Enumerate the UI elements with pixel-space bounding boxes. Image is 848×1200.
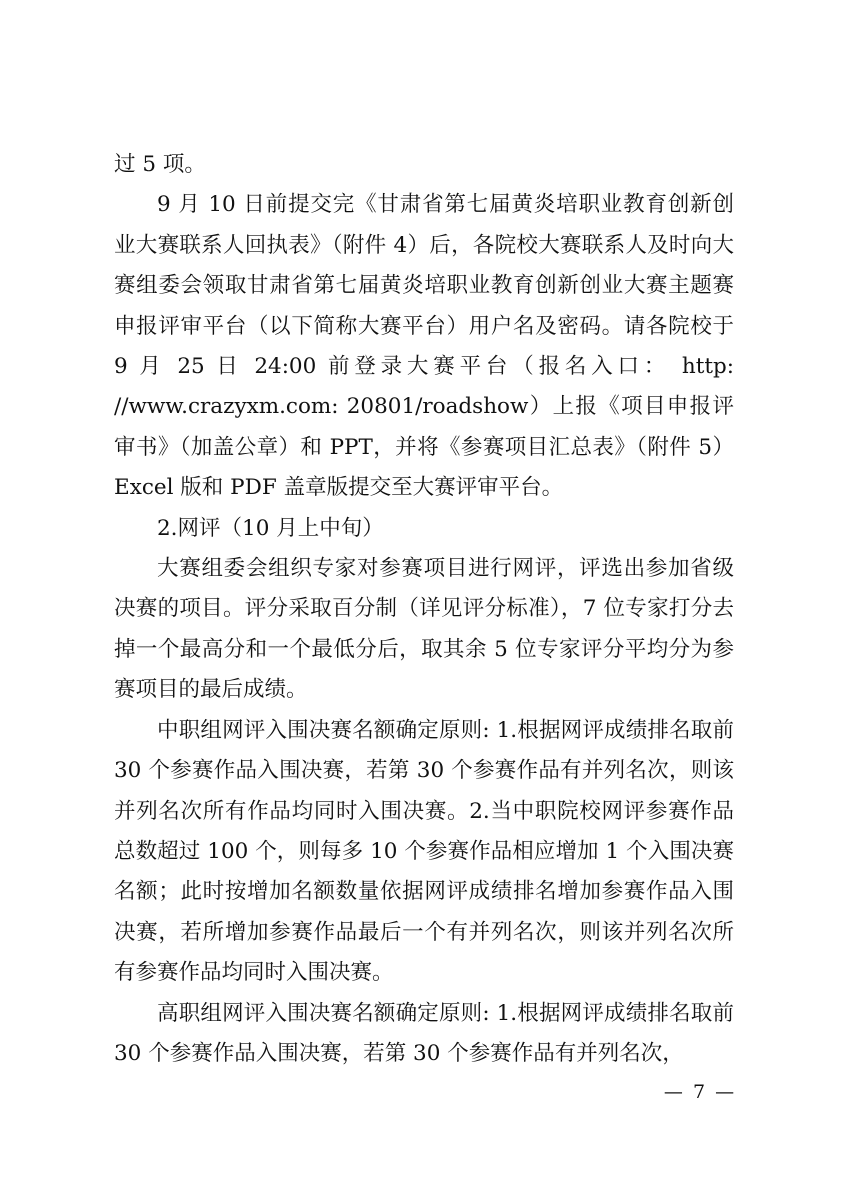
section-heading-online-review: 2.网评（10 月上中旬） [157, 515, 384, 541]
paragraph-4: 中职组网评入围决赛名额确定原则: 1.根据网评成绩排名取前 30 个参赛作品入围决赛，若第 30 个参赛作品有并列名次，则该并列名次所有作品均同时入围决赛。2.当中职院校网评参赛作品总数超过 100 个，则每多 10 个参赛作品相应增加 1 个入围决赛名额；此时按增加名额数量依据网评成绩排名增加参赛作品入围决赛，若所增加参赛作品最后一个有并列名次，则该并列名次所有参赛作品均同时入围决赛。 [114, 717, 734, 986]
page-body [114, 145, 734, 1074]
paragraph-1: 过 5 项。 [114, 152, 206, 177]
page-number: — 7 — [663, 1081, 737, 1103]
paragraph-5: 高职组网评入围决赛名额确定原则: 1.根据网评成绩排名取前 30 个参赛作品入围决赛，若第 30 个参赛作品有并列名次， [114, 1000, 734, 1066]
paragraph-3: 大赛组委会组织专家对参赛项目进行网评，评选出参加省级决赛的项目。评分采取百分制（详见评分标准），7 位专家打分去掉一个最高分和一个最低分后，取其余 5 位专家评分平均分为参赛项目的最后成绩。 [114, 556, 734, 703]
paragraph-2: 9 月 10 日前提交完《甘肃省第七届黄炎培职业教育创新创业大赛联系人回执表》（附件 4）后，各院校大赛联系人及时向大赛组委会领取甘肃省第七届黄炎培职业教育创新创业大赛主题赛申报评审平台（以下简称大赛平台）用户名及密码。请各院校于 9 月 25 日 24:00 前登录大赛平台（报名入口： http: //www.crazyxm.com: 20801/roadshow）上报《项目申报评审书》（加盖公章）和 PPT，并将《参赛项目汇总表》（附件 5）Excel 版和 PDF 盖章版提交至大赛评审平台。 [114, 192, 734, 501]
